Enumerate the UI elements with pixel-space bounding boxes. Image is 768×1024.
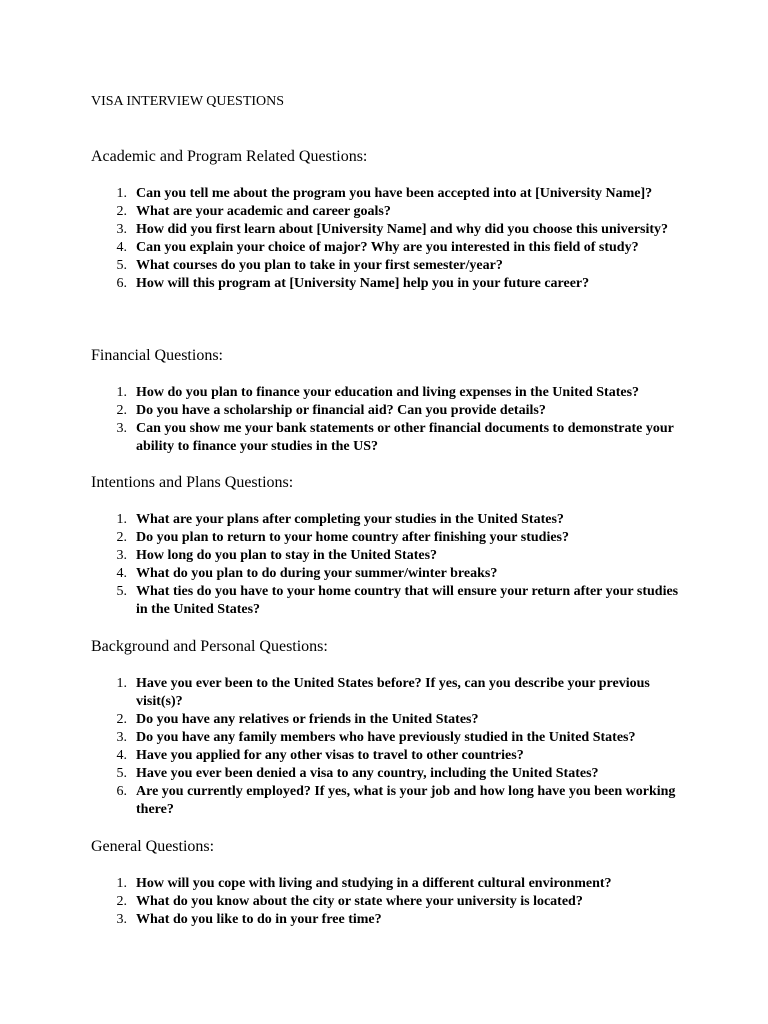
question-text: Can you explain your choice of major? Why are you interested in this field of study?	[136, 240, 639, 255]
list-number: 3.	[116, 548, 127, 563]
section-heading-background: Background and Personal Questions:	[91, 638, 328, 655]
question-text: What ties do you have to your home country that will ensure your return after your studies in the United States?	[136, 584, 679, 617]
question-text: What courses do you plan to take in your first semester/year?	[136, 258, 503, 273]
list-number: 4.	[116, 566, 127, 581]
question-list-background	[0, 675, 768, 819]
list-item	[0, 257, 768, 275]
list-number: 2.	[116, 530, 127, 545]
list-item	[0, 203, 768, 221]
list-number: 5.	[116, 258, 127, 273]
list-item	[0, 420, 768, 456]
list-number: 1.	[116, 676, 127, 691]
list-number: 3.	[116, 421, 127, 436]
list-number: 6.	[116, 784, 127, 799]
list-item	[0, 583, 768, 619]
list-item	[0, 783, 768, 819]
list-item	[0, 729, 768, 747]
list-item	[0, 402, 768, 420]
list-item	[0, 911, 768, 929]
question-text: Are you currently employed? If yes, what is your job and how long have you been working there?	[136, 784, 676, 817]
list-item	[0, 529, 768, 547]
list-number: 3.	[116, 730, 127, 745]
question-list-financial	[0, 384, 768, 456]
question-text: How did you first learn about [University Name] and why did you choose this university?	[136, 222, 669, 237]
list-number: 1.	[116, 512, 127, 527]
question-list-intentions	[0, 511, 768, 619]
question-text: What do you know about the city or state where your university is located?	[136, 894, 583, 909]
list-item	[0, 547, 768, 565]
list-item	[0, 747, 768, 765]
question-text: Do you have any family members who have previously studied in the United States?	[136, 730, 636, 745]
section-heading-financial: Financial Questions:	[91, 347, 223, 364]
list-number: 1.	[116, 385, 127, 400]
question-text: What are your plans after completing your studies in the United States?	[136, 512, 564, 527]
list-number: 5.	[116, 584, 127, 599]
question-text: Do you have any relatives or friends in the United States?	[136, 712, 479, 727]
list-item	[0, 511, 768, 529]
list-number: 2.	[116, 894, 127, 909]
question-text: Have you ever been denied a visa to any country, including the United States?	[136, 766, 599, 781]
list-number: 2.	[116, 204, 127, 219]
document-title: VISA INTERVIEW QUESTIONS	[91, 94, 285, 109]
question-text: Do you plan to return to your home country after finishing your studies?	[136, 530, 569, 545]
question-list-general	[0, 875, 768, 929]
list-item	[0, 893, 768, 911]
question-text: How long do you plan to stay in the United States?	[136, 548, 438, 563]
list-number: 6.	[116, 276, 127, 291]
list-number: 4.	[116, 240, 127, 255]
question-text: Have you applied for any other visas to travel to other countries?	[136, 748, 524, 763]
question-text: Do you have a scholarship or financial aid? Can you provide details?	[136, 403, 546, 418]
list-item	[0, 275, 768, 293]
list-number: 4.	[116, 748, 127, 763]
list-item	[0, 565, 768, 583]
question-list-academic	[0, 185, 768, 293]
section-heading-general: General Questions:	[91, 838, 215, 855]
question-text: What are your academic and career goals?	[136, 204, 391, 219]
list-item	[0, 185, 768, 203]
question-text: Have you ever been to the United States before? If yes, can you describe your previous visit(s)?	[136, 676, 650, 709]
question-text: What do you like to do in your free time?	[136, 912, 382, 927]
list-item	[0, 384, 768, 402]
section-heading-academic: Academic and Program Related Questions:	[91, 148, 368, 165]
question-text: Can you show me your bank statements or other financial documents to demonstrate your ability to finance your studies in the US?	[136, 421, 674, 454]
question-text: Can you tell me about the program you have been accepted into at [University Name]?	[136, 186, 653, 201]
question-text: What do you plan to do during your summer/winter breaks?	[136, 566, 498, 581]
list-item	[0, 711, 768, 729]
list-number: 2.	[116, 403, 127, 418]
list-item	[0, 765, 768, 783]
list-item	[0, 221, 768, 239]
question-text: How will this program at [University Name] help you in your future career?	[136, 276, 590, 291]
list-number: 2.	[116, 712, 127, 727]
list-item	[0, 675, 768, 711]
list-number: 1.	[116, 186, 127, 201]
list-number: 3.	[116, 222, 127, 237]
section-heading-intentions: Intentions and Plans Questions:	[91, 474, 294, 491]
list-item	[0, 239, 768, 257]
list-item	[0, 875, 768, 893]
list-number: 1.	[116, 876, 127, 891]
question-text: How do you plan to finance your education and living expenses in the United States?	[136, 385, 640, 400]
list-number: 5.	[116, 766, 127, 781]
list-number: 3.	[116, 912, 127, 927]
question-text: How will you cope with living and studying in a different cultural environment?	[136, 876, 612, 891]
